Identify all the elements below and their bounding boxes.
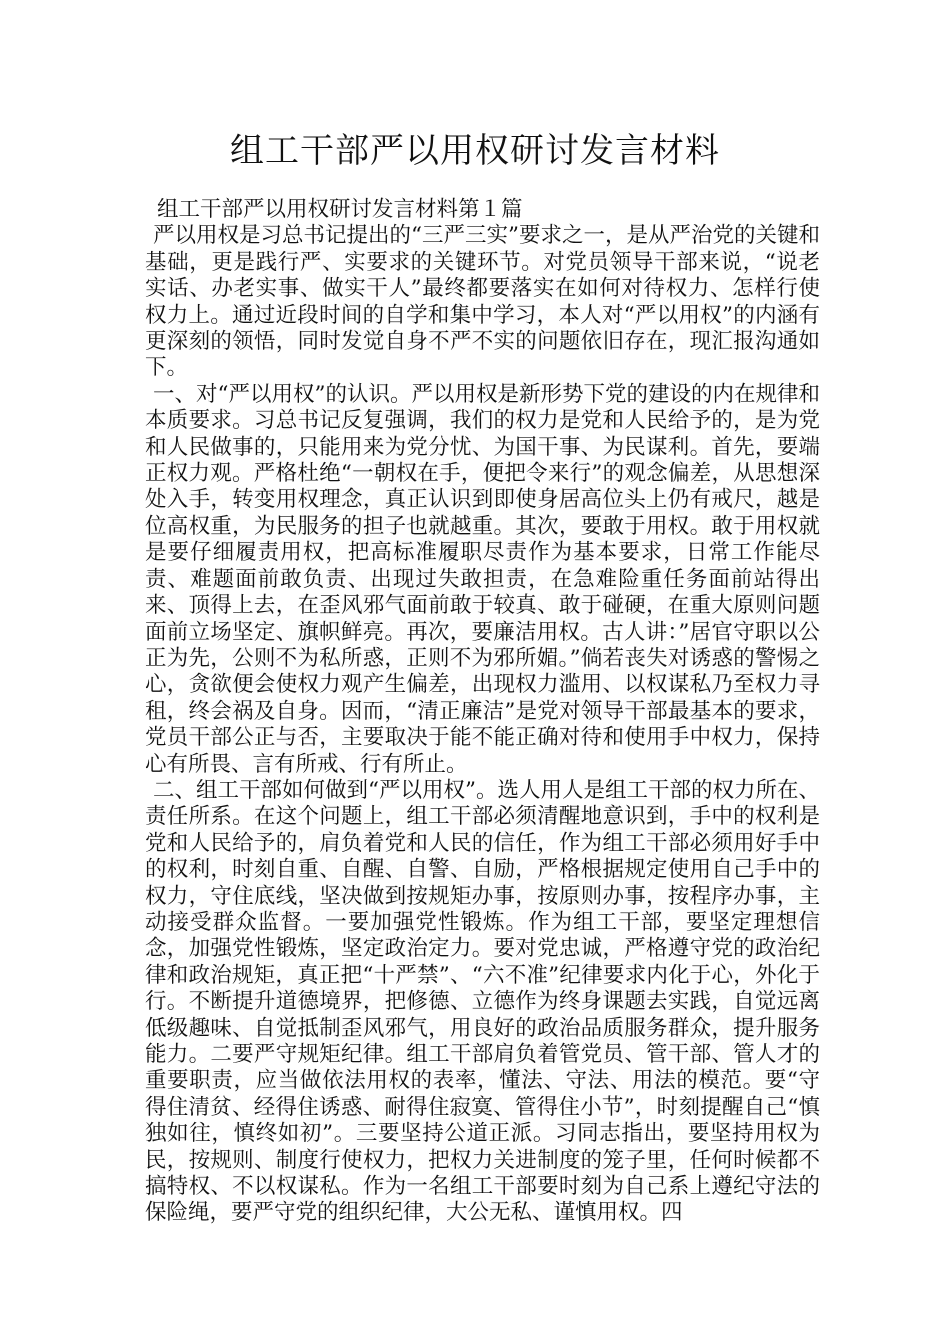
document-title: 组工干部严以用权研讨发言材料: [230, 131, 720, 171]
document-body: [145, 197, 820, 1227]
document-subtitle: 组工干部严以用权研讨发言材料第１篇: [157, 197, 523, 222]
paragraph-intro: 严以用权是习总书记提出的“三严三实”要求之一，是从严治党的关键和基础，更是践行严、实要求的关键环节。对党员领导干部来说，“说老实话、办老实事、做实干人”最终都要落实在如何对待权力、怎样行使权力上。通过近段时间的自学和集中学习，本人对“严以用权”的内涵有更深刻的领悟，同时发觉自身不严不实的问题依旧存在，现汇报沟通如下。: [145, 223, 820, 381]
paragraph-section-two: 二、组工干部如何做到“严以用权”。选人用人是组工干部的权力所在、责任所系。在这个问题上，组工干部必须清醒地意识到，手中的权利是党和人民给予的，肩负着党和人民的信任，作为组工干部必须用好手中的权利，时刻自重、自醒、自警、自励，严格根据规定使用自己手中的权力，守住底线，坚决做到按规矩办事，按原则办事，按程序办事，主动接受群众监督。一要加强党性锻炼。作为组工干部，要坚定理想信念，加强党性锻炼，坚定政治定力。要对党忠诚，严格遵守党的政治纪律和政治规矩，真正把“十严禁”、“六不准”纪律要求内化于心，外化于行。不断提升道德境界，把修德、立德作为终身课题去实践，自觉远离低级趣味、自觉抵制歪风邪气，用良好的政治品质服务群众，提升服务能力。二要严守规矩纪律。组工干部肩负着管党员、管干部、管人才的重要职责，应当做依法用权的表率，懂法、守法、用法的模范。要“守得住清贫、经得住诱惑、耐得住寂寞、管得住小节”，时刻提醒自己“慎独如往，慎终如初”。三要坚持公道正派。习同志指出，要坚持用权为民，按规则、制度行使权力，把权力关进制度的笼子里，任何时候都不搞特权、不以权谋私。作为一名组工干部要时刻为自己系上遵纪守法的保险绳，要严守党的组织纪律，大公无私、谨慎用权。四: [145, 777, 820, 1226]
paragraph-section-one: 一、对“严以用权”的认识。严以用权是新形势下党的建设的内在规律和本质要求。习总书记反复强调，我们的权力是党和人民给予的，是为党和人民做事的，只能用来为党分忧、为国干事、为民谋利。首先，要端正权力观。严格杜绝“一朝权在手，便把令来行”的观念偏差，从思想深处入手，转变用权理念，真正认识到即使身居高位头上仍有戒尺，越是位高权重，为民服务的担子也就越重。其次，要敢于用权。敢于用权就是要仔细履责用权，把高标准履职尽责作为基本要求，日常工作能尽责、难题面前敢负责、出现过失敢担责，在急难险重任务面前站得出来、顶得上去，在歪风邪气面前敢于较真、敢于碰硬，在重大原则问题面前立场坚定、旗帜鲜亮。再次，要廉洁用权。古人讲：”居官守职以公正为先，公则不为私所惑，正则不为邪所媚。”倘若丧失对诱惑的警惕之心，贪欲便会使权力观产生偏差，出现权力滥用、以权谋私乃至权力寻租，终会祸及自身。因而，“清正廉洁”是党对领导干部最基本的要求，党员干部公正与否，主要取决于能不能正确对待和使用手中权力，保持心有所畏、言有所戒、行有所止。: [145, 381, 820, 777]
